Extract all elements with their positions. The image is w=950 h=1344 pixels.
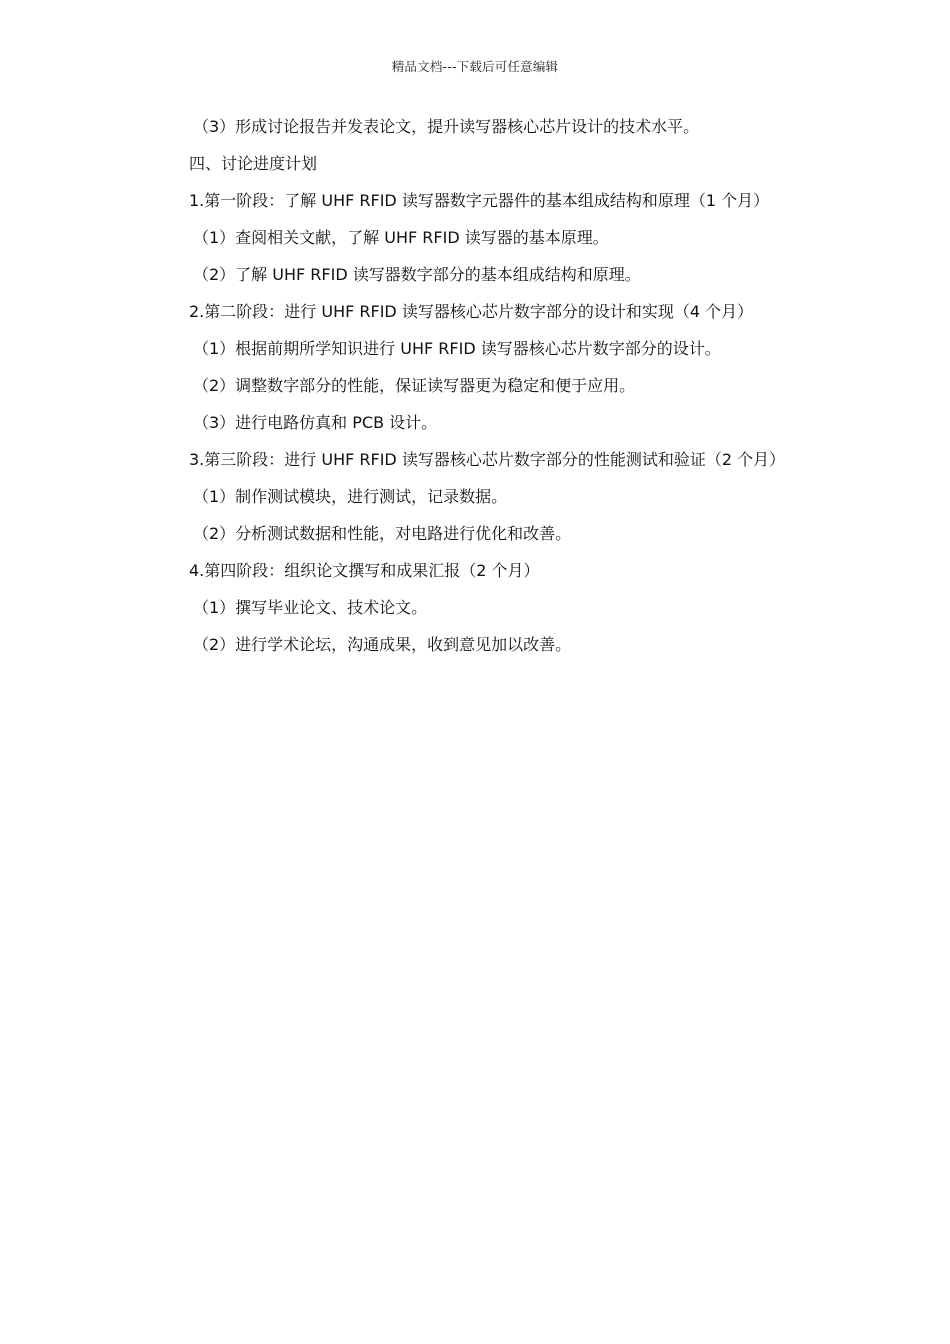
stage-2-item-2: （2）调整数字部分的性能，保证读写器更为稳定和便于应用。 xyxy=(193,376,636,395)
stage-3-item-1: （1）制作测试模块，进行测试，记录数据。 xyxy=(193,487,508,506)
stage-4-item-1: （1）撰写毕业论文、技术论文。 xyxy=(193,598,428,617)
document-body xyxy=(145,116,805,671)
stage-4-heading: 4.第四阶段：组织论文撰写和成果汇报（2 个月） xyxy=(189,561,540,580)
paragraph-1: （3）形成讨论报告并发表论文，提升读写器核心芯片设计的技术水平。 xyxy=(193,117,700,136)
page-header: 精品文档---下载后可任意编辑 xyxy=(391,59,559,74)
stage-1-item-1: （1）查阅相关文献，了解 UHF RFID 读写器的基本原理。 xyxy=(193,228,609,247)
stage-2-heading: 2.第二阶段：进行 UHF RFID 读写器核心芯片数字部分的设计和实现（4 个月） xyxy=(189,302,754,321)
stage-3-heading: 3.第三阶段：进行 UHF RFID 读写器核心芯片数字部分的性能测试和验证（2 个月） xyxy=(189,450,786,469)
stage-4-item-2: （2）进行学术论坛，沟通成果，收到意见加以改善。 xyxy=(193,635,572,654)
stage-3-item-2: （2）分析测试数据和性能，对电路进行优化和改善。 xyxy=(193,524,572,543)
stage-2-item-1: （1）根据前期所学知识进行 UHF RFID 读写器核心芯片数字部分的设计。 xyxy=(193,339,721,358)
stage-1-item-2: （2）了解 UHF RFID 读写器数字部分的基本组成结构和原理。 xyxy=(193,265,641,284)
stage-1-heading: 1.第一阶段：了解 UHF RFID 读写器数字元器件的基本组成结构和原理（1 个月） xyxy=(189,191,770,210)
stage-2-item-3: （3）进行电路仿真和 PCB 设计。 xyxy=(193,413,438,432)
section-heading-schedule: 四、讨论进度计划 xyxy=(189,154,318,173)
